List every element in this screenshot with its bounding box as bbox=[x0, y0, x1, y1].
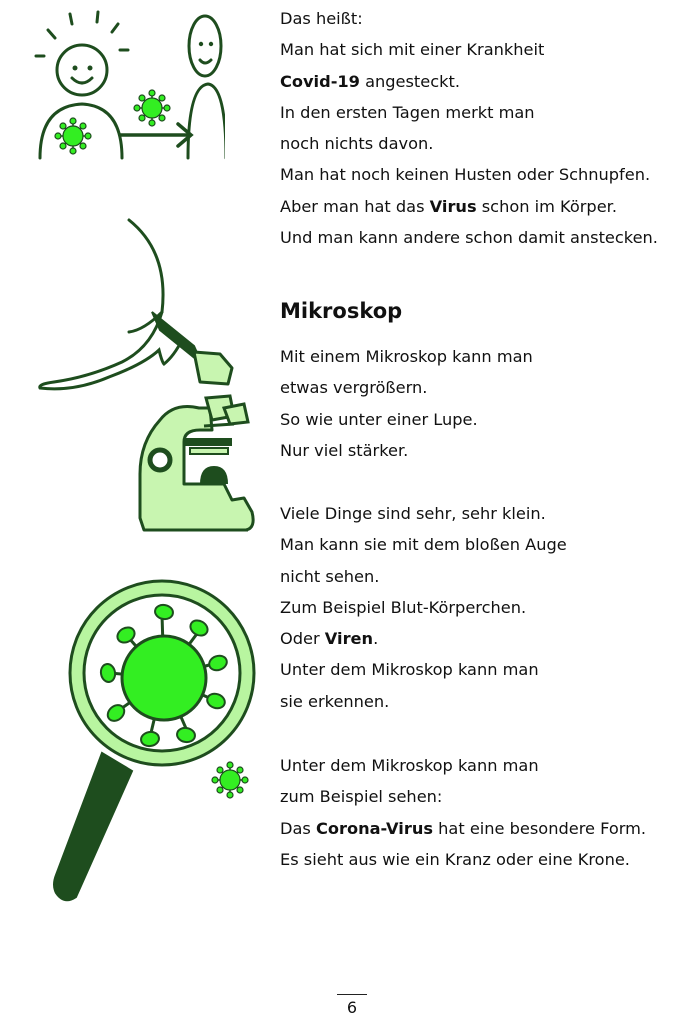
virus-icon bbox=[55, 118, 91, 154]
text-line: So wie unter einer Lupe. bbox=[280, 409, 478, 429]
footer-rule bbox=[337, 994, 367, 995]
text-line: In den ersten Tagen merkt man bbox=[280, 102, 535, 122]
section-heading: Mikroskop bbox=[280, 299, 403, 323]
text-line: sie erkennen. bbox=[280, 691, 390, 711]
text-line: Zum Beispiel Blut-Körperchen. bbox=[280, 597, 527, 617]
text-line: nicht sehen. bbox=[280, 566, 380, 586]
text-line: Es sieht aus wie ein Kranz oder eine Krone. bbox=[280, 849, 630, 869]
text-line: Unter dem Mikroskop kann man bbox=[280, 756, 539, 775]
paragraph-corona-form bbox=[280, 750, 690, 875]
virus-icon bbox=[212, 762, 248, 798]
text-line: Oder Viren. bbox=[280, 629, 379, 649]
text-line: Man hat noch keinen Husten oder Schnupfen. bbox=[280, 165, 651, 185]
text-line: Nur viel stärker. bbox=[280, 440, 409, 460]
paragraph-microscope bbox=[280, 341, 690, 466]
text-line: Viele Dinge sind sehr, sehr klein. bbox=[280, 504, 546, 523]
virus-icon bbox=[134, 90, 170, 126]
text-line: Und man kann andere schon damit anstecken. bbox=[280, 228, 658, 248]
text-line: Unter dem Mikroskop kann man bbox=[280, 660, 539, 680]
text-line: Covid-19 angesteckt. bbox=[280, 71, 461, 91]
page-number: 6 bbox=[346, 998, 358, 1017]
text-line: etwas vergrößern. bbox=[280, 378, 428, 398]
text-line: Man kann sie mit dem bloßen Auge bbox=[280, 535, 567, 555]
text-line: Das Corona-Virus hat eine besondere Form. bbox=[280, 818, 647, 838]
section-infection-text bbox=[280, 3, 690, 253]
text-line: Aber man hat das Virus schon im Körper. bbox=[280, 196, 617, 216]
infection-illustration bbox=[20, 8, 225, 168]
text-line: Mit einem Mikroskop kann man bbox=[280, 347, 533, 366]
microscope-illustration bbox=[34, 212, 264, 534]
text-line: Man hat sich mit einer Krankheit bbox=[280, 40, 545, 60]
text-line: Das heißt: bbox=[280, 9, 363, 28]
text-line: noch nichts davon. bbox=[280, 134, 434, 154]
paragraph-small-things bbox=[280, 498, 690, 717]
magnifier-virus-illustration bbox=[44, 575, 264, 905]
text-line: zum Beispiel sehen: bbox=[280, 787, 443, 807]
